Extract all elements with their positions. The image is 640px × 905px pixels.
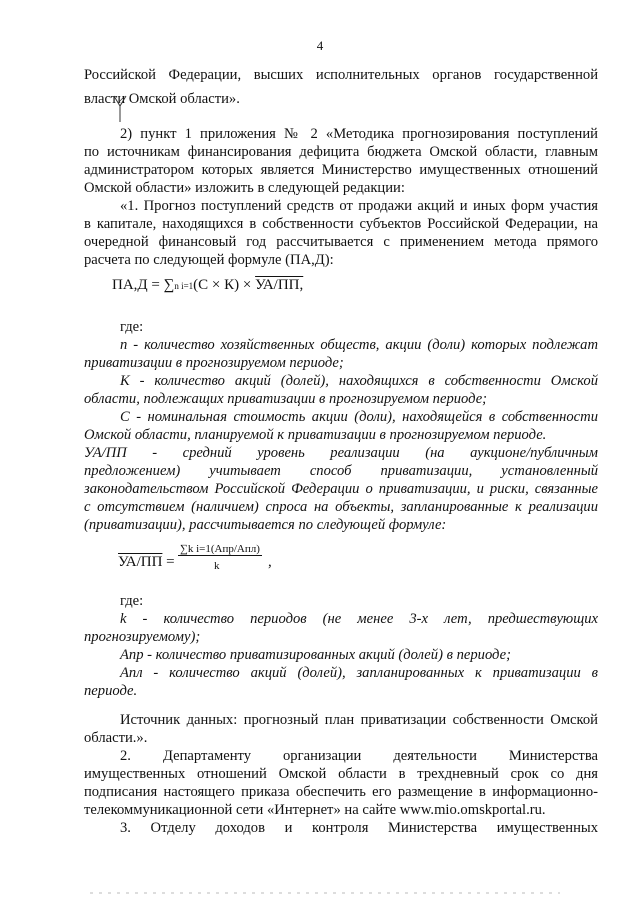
text-line: власти Омской области». xyxy=(84,91,240,107)
text-line: 2. Департаменту организации деятельности Министерства xyxy=(120,748,598,764)
text-line: Источник данных: прогнозный план приватизации собственности Омской xyxy=(120,712,598,728)
text-line: «1. Прогноз поступлений средств от продажи акций и иных форм участия xyxy=(120,198,598,214)
text-line: Омской области» изложить в следующей редакции: xyxy=(84,180,405,196)
text-line: имущественных отношений Омской области в трехдневный срок со дня xyxy=(84,766,598,782)
text-line: 2) пункт 1 приложения № 2 «Методика прогнозирования поступлений xyxy=(120,126,598,142)
page-number: 4 xyxy=(316,38,324,53)
text-line: расчета по следующей формуле (ПА,Д): xyxy=(84,252,334,268)
fraction-denominator: k xyxy=(214,560,220,572)
text-line: Омской области, планируемой к приватизации в прогнозируемом периоде. xyxy=(84,427,547,443)
text-line: с отсутствием (наличием) спроса на объекты, запланированные к реализации xyxy=(84,499,598,515)
text-line: администратором которых является Министерство имущественных отношений xyxy=(84,162,598,178)
text-line: области, подлежащих приватизации в прогнозируемом периоде; xyxy=(84,391,488,407)
formula-factor: УА/ПП, xyxy=(255,277,304,293)
sum-limits: n i=1 xyxy=(174,281,194,291)
text-line: n - количество хозяйственных обществ, акции (доли) которых подлежат xyxy=(120,337,598,353)
text-line: приватизации в прогнозируемом периоде; xyxy=(84,355,344,371)
text-line: подписания настоящего приказа обеспечить его размещение в информационно- xyxy=(84,784,598,800)
formula-level: УА/ПП = xyxy=(118,554,175,570)
text-line: в капитале, находящихся в собственности субъектов Российской Федерации, на xyxy=(84,216,598,232)
text-line: (приватизации), рассчитывается по следующей формуле: xyxy=(84,517,447,533)
text-line: прогнозируемому); xyxy=(84,629,201,645)
formula-lhs: УА/ПП xyxy=(118,554,163,570)
fraction-numerator: ∑k i=1(Апр/Апл) xyxy=(180,543,260,555)
text-line: периоде. xyxy=(84,683,138,699)
text-line: 3. Отделу доходов и контроля Министерства имущественных xyxy=(120,820,598,836)
text-line: где: xyxy=(120,593,144,609)
text-line: k - количество периодов (не менее 3-х лет, предшествующих xyxy=(120,611,598,627)
formula-main: ПА,Д = ∑n i=1(С × К) × УА/ПП, xyxy=(112,277,304,293)
text-line: Апл - количество акций (долей), запланированных к приватизации в xyxy=(120,665,598,681)
text-line: телекоммуникационной сети «Интернет» на сайте www.mio.omskportal.ru. xyxy=(84,802,546,818)
text-line: законодательством Российской Федерации о приватизации, и риски, связанные xyxy=(84,481,598,497)
text-line: Российской Федерации, высших исполнительных органов государственной xyxy=(84,67,598,83)
text-line: К - количество акций (долей), находящихся в собственности Омской xyxy=(120,373,598,389)
text-line: области.». xyxy=(84,730,148,746)
text-line: по источникам финансирования дефицита бюджета Омской области, главным xyxy=(84,144,598,160)
formula-tail: , xyxy=(268,554,272,570)
sum-symbol: ∑ xyxy=(163,277,175,293)
scan-artifact xyxy=(90,889,560,897)
text-line: предложением) учитывает способ приватизации, установленный xyxy=(84,463,598,479)
text-line: УА/ПП - средний уровень реализации (на аукционе/публичным xyxy=(84,445,598,461)
formula-body: (С × К) × xyxy=(193,277,256,293)
text-line: где: xyxy=(120,319,144,335)
text-line: Апр - количество приватизированных акций (долей) в периоде; xyxy=(120,647,511,663)
text-line: С - номинальная стоимость акции (доли), находящейся в собственности xyxy=(120,409,598,425)
text-line: очередной финансовый год рассчитывается с применением метода прямого xyxy=(84,234,598,250)
formula-lhs: ПА,Д xyxy=(112,277,148,293)
handwritten-mark xyxy=(108,92,138,126)
